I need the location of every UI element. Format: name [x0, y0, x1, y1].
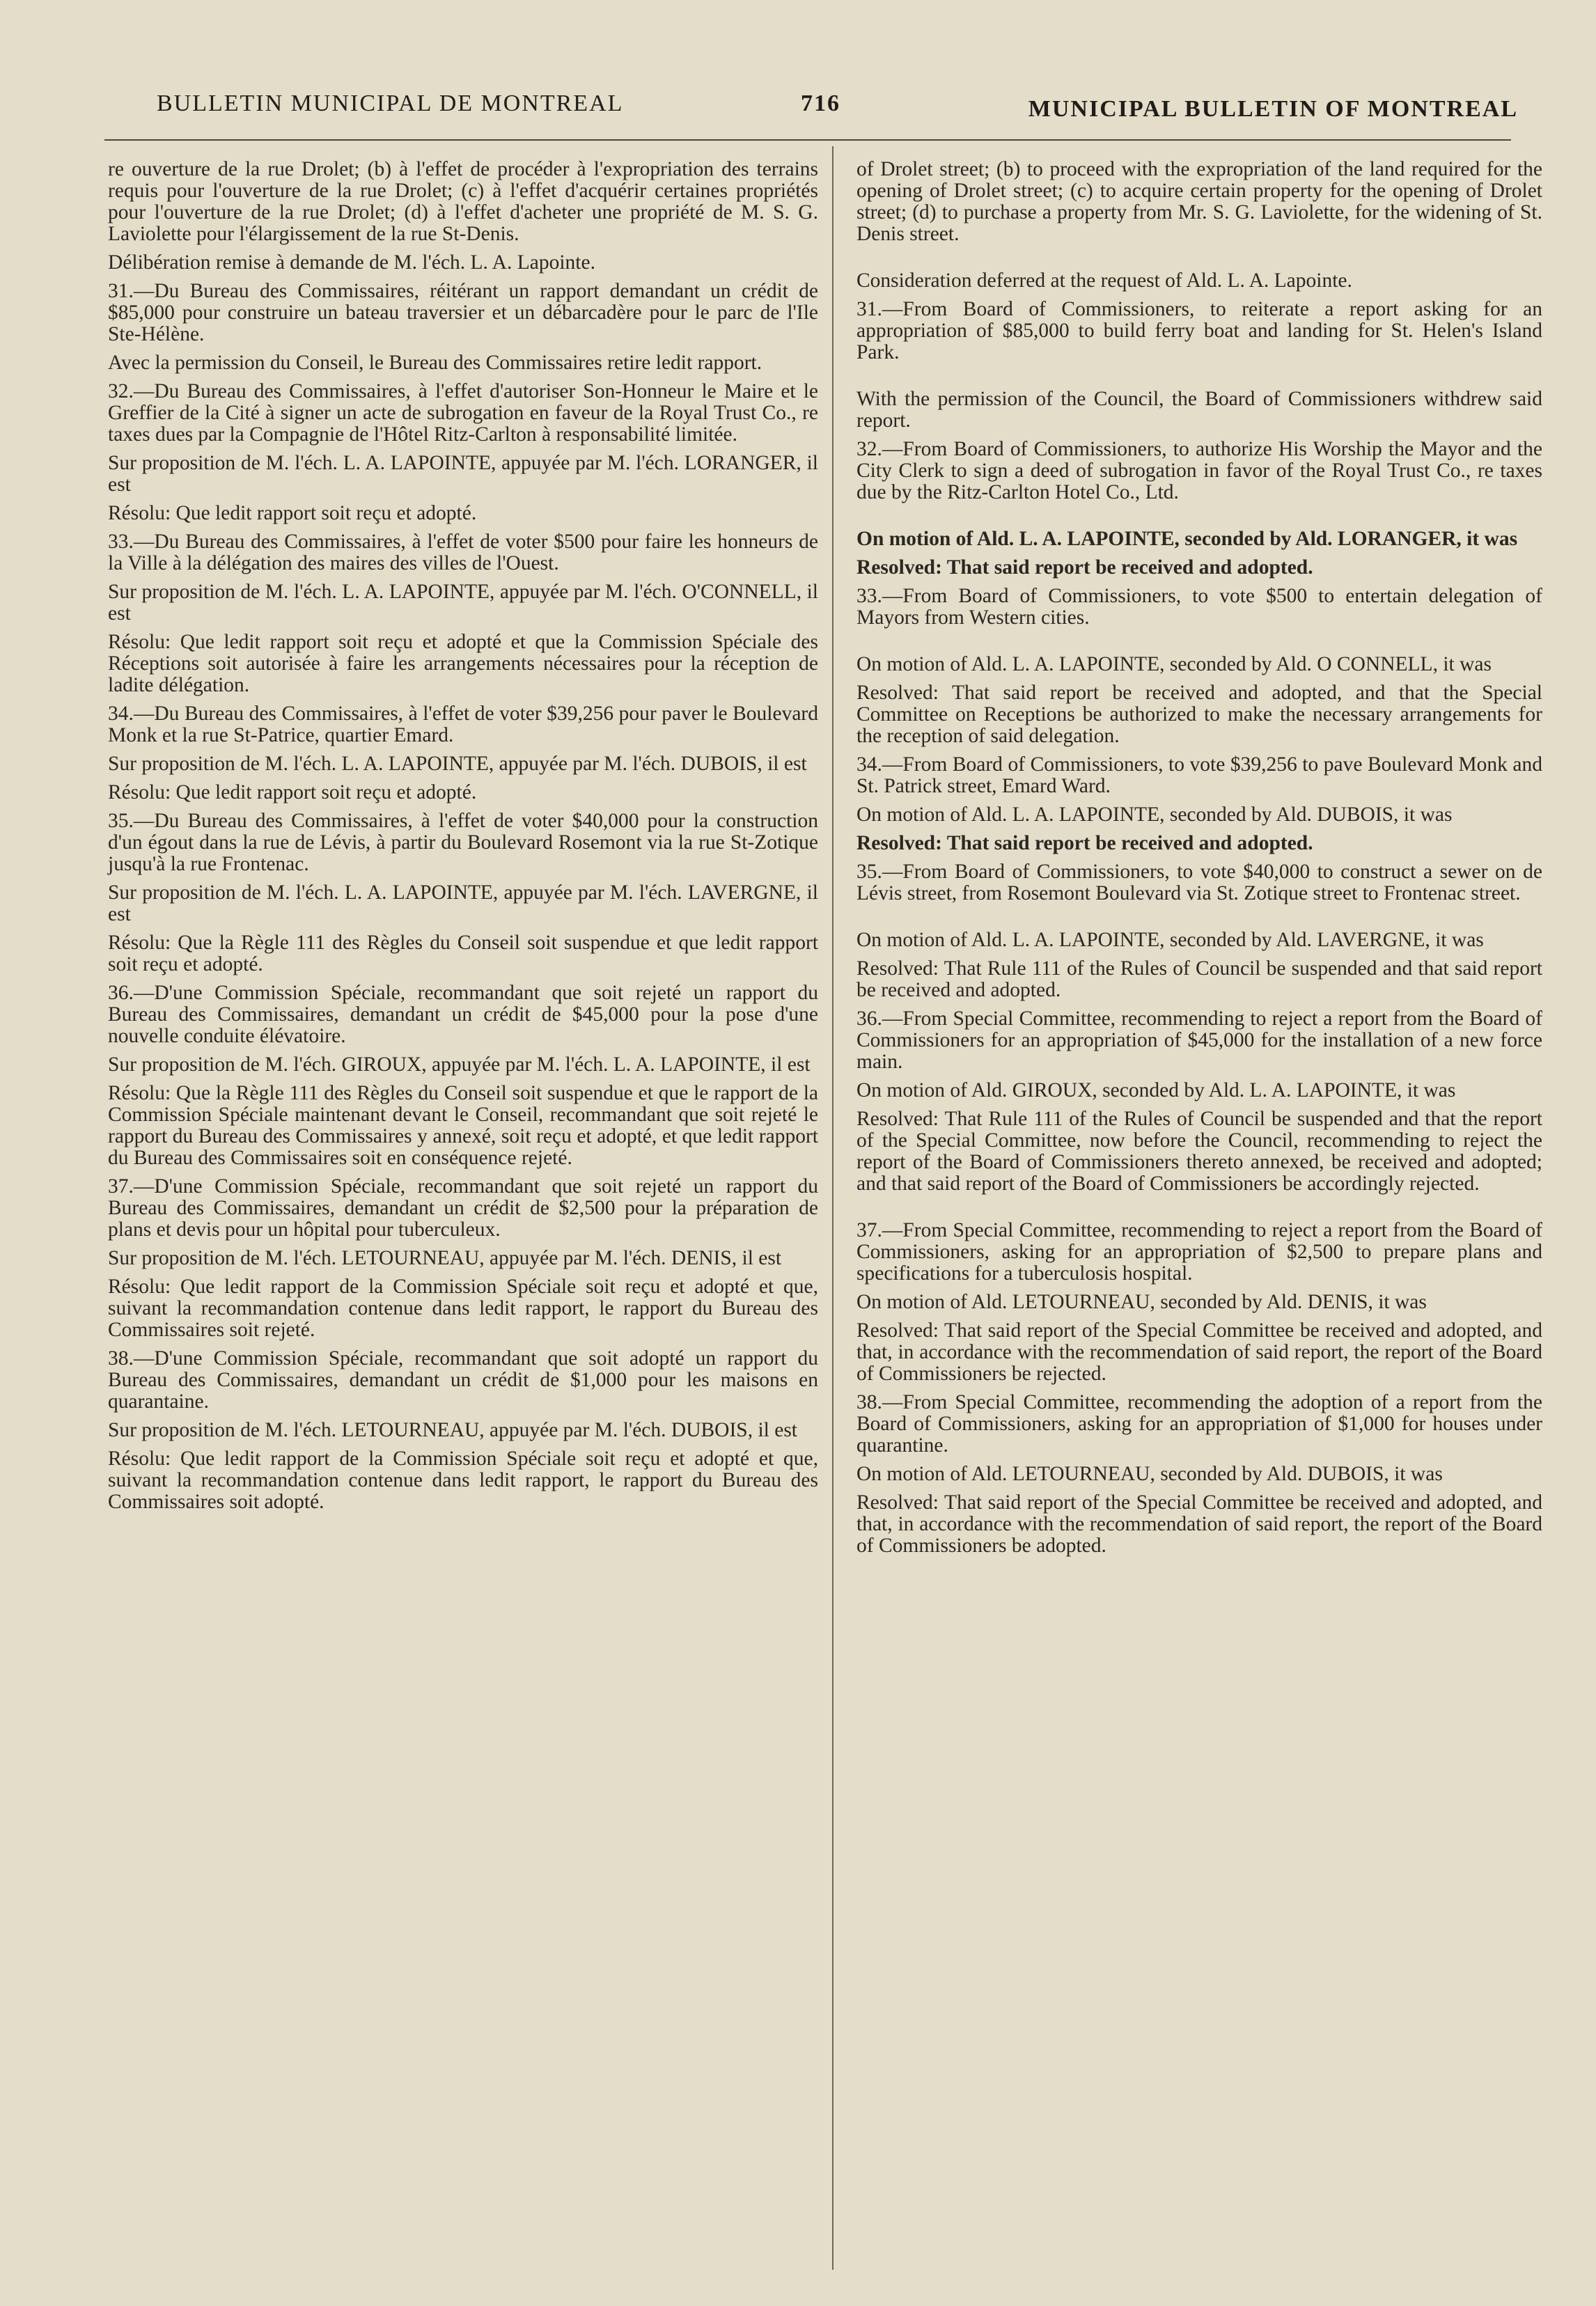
- paragraph: On motion of Ald. L. A. LAPOINTE, seconded by Ald. LAVERGNE, it was: [856, 929, 1484, 951]
- paragraph: 35.—From Board of Commissioners, to vote $40,000 to construct a sewer on de Lévis street, from Rosemont Boulevard via St. Zotique street to Frontenac street.: [856, 861, 1542, 904]
- paragraph: 38.—From Special Committee, recommending the adoption of a report from the Board of Commissioners, asking for an appropriation of $1,000 for houses under quarantine.: [856, 1391, 1542, 1457]
- paragraph: Consideration deferred at the request of Ald. L. A. Lapointe.: [856, 269, 1352, 292]
- paragraph: Resolved: That said report be received and adopted.: [856, 556, 1313, 579]
- paragraph: 33.—Du Bureau des Commissaires, à l'effet de voter $500 pour faire les honneurs de la Ville à la délégation des maires des villes de l'Ouest.: [108, 531, 818, 574]
- paragraph: On motion of Ald. GIROUX, seconded by Ald. L. A. LAPOINTE, it was: [856, 1079, 1456, 1101]
- paragraph: 31.—From Board of Commissioners, to reiterate a report asking for an appropriation of $85,000 to build ferry boat and landing for St. Helen's Island Park.: [856, 298, 1542, 363]
- paragraph: 31.—Du Bureau des Commissaires, réitérant un rapport demandant un crédit de $85,000 pour construire un bateau traversier et un débarcadère pour le parc de l'Ile Ste-Hélène.: [108, 280, 818, 345]
- paragraph: Resolved: That said report of the Special Committee be received and adopted, and that, in accordance with the recommendation of said report, the report of the Board of Commissioners be adopted.: [856, 1491, 1542, 1557]
- bulletin-page: [104, 77, 1542, 2263]
- paragraph: On motion of Ald. L. A. LAPOINTE, seconded by Ald. DUBOIS, it was: [856, 803, 1453, 826]
- page-number: 716: [801, 91, 840, 116]
- paragraph: 36.—From Special Committee, recommending to reject a report from the Board of Commissioners for an appropriation of $45,000 for the installation of a new force main.: [856, 1007, 1542, 1073]
- paragraph: 35.—Du Bureau des Commissaires, à l'effet de voter $40,000 pour la construction d'un égout dans la rue de Lévis, à partir du Boulevard Rosemont via la rue St-Zotique jusqu'à la rue Frontenac.: [108, 810, 818, 875]
- paragraph: 32.—From Board of Commissioners, to authorize His Worship the Mayor and the City Clerk to sign a deed of subrogation in favor of the Royal Trust Co., re taxes due by the Ritz-Carlton Hotel Co., Ltd.: [856, 438, 1542, 503]
- paragraph: With the permission of the Council, the Board of Commissioners withdrew said report.: [856, 388, 1542, 432]
- paragraph: of Drolet street; (b) to proceed with the expropriation of the land required for the opening of Drolet street; (c) to acquire certain property for the opening of Drolet street; (d) to purchase a property from Mr. S. G. Laviolette, for the widening of St. Denis street.: [856, 158, 1542, 245]
- paragraph: Sur proposition de M. l'éch. L. A. LAPOINTE, appuyée par M. l'éch. DUBOIS, il est: [108, 753, 807, 775]
- paragraph: On motion of Ald. LETOURNEAU, seconded by Ald. DENIS, it was: [856, 1291, 1427, 1313]
- paragraph: Resolved: That Rule 111 of the Rules of Council be suspended and that the report of the Special Committee, now before the Council, recommending to reject the report of the Board of Commissioners thereto annexed, be received and adopted; and that said report of the Board of Commissioners be accordingly rejected.: [856, 1108, 1542, 1195]
- paragraph: On motion of Ald. LETOURNEAU, seconded by Ald. DUBOIS, it was: [856, 1463, 1443, 1485]
- paragraph: 34.—From Board of Commissioners, to vote $39,256 to pave Boulevard Monk and St. Patrick street, Emard Ward.: [856, 753, 1542, 797]
- paragraph: Resolved: That Rule 111 of the Rules of Council be suspended and that said report be received and adopted.: [856, 957, 1542, 1001]
- page-header: [104, 77, 1518, 125]
- paragraph: 34.—Du Bureau des Commissaires, à l'effet de voter $39,256 pour paver le Boulevard Monk et la rue St-Patrice, quartier Emard.: [108, 703, 818, 746]
- paragraph: Résolu: Que la Règle 111 des Règles du Conseil soit suspendue et que le rapport de la Commission Spéciale maintenant devant le Conseil, recommandant que soit rejeté le rapport du Bureau des Commissaires y annexé, soit reçu et adopté, et que ledit rapport du Bureau des Commissaires soit en conséquence rejeté.: [108, 1082, 818, 1169]
- paragraph: Resolved: That said report be received and adopted, and that the Special Committee on Receptions be authorized to make the necessary arrangements for the reception of said delegation.: [856, 682, 1542, 747]
- paragraph: Sur proposition de M. l'éch. L. A. LAPOINTE, appuyée par M. l'éch. LORANGER, il est: [108, 452, 818, 496]
- paragraph: Résolu: Que ledit rapport de la Commission Spéciale soit reçu et adopté et que, suivant la recommandation contenue dans ledit rapport, le rapport du Bureau des Commissaires soit adopté.: [108, 1448, 818, 1513]
- paragraph: 32.—Du Bureau des Commissaires, à l'effet d'autoriser Son-Honneur le Maire et le Greffier de la Cité à signer un acte de subrogation en faveur de la Royal Trust Co., re taxes dues par la Compagnie de l'Hôtel Ritz-Carlton à responsabilité limitée.: [108, 380, 818, 446]
- french-column: [108, 159, 818, 1520]
- paragraph: 36.—D'une Commission Spéciale, recommandant que soit rejeté un rapport du Bureau des Commissaires, demandant un crédit de $45,000 pour la pose d'une nouvelle conduite élévatoire.: [108, 982, 818, 1047]
- paragraph: Résolu: Que la Règle 111 des Règles du Conseil soit suspendue et que ledit rapport soit reçu et adopté.: [108, 932, 818, 975]
- paragraph: Sur proposition de M. l'éch. LETOURNEAU, appuyée par M. l'éch. DENIS, il est: [108, 1247, 782, 1269]
- paragraph: On motion of Ald. L. A. LAPOINTE, seconded by Ald. LORANGER, it was: [856, 528, 1518, 550]
- header-rule: [104, 139, 1511, 141]
- paragraph: Sur proposition de M. l'éch. L. A. LAPOINTE, appuyée par M. l'éch. O'CONNELL, il est: [108, 581, 818, 625]
- paragraph: 38.—D'une Commission Spéciale, recommandant que soit adopté un rapport du Bureau des Commissaires, demandant un crédit de $1,000 pour les maisons en quarantaine.: [108, 1347, 818, 1413]
- paragraph: Résolu: Que ledit rapport soit reçu et adopté et que la Commission Spéciale des Réceptions soit autorisée à faire les arrangements nécessaires pour la réception de ladite délégation.: [108, 631, 818, 696]
- paragraph: Resolved: That said report be received and adopted.: [856, 832, 1313, 854]
- paragraph: 33.—From Board of Commissioners, to vote $500 to entertain delegation of Mayors from Western cities.: [856, 585, 1542, 629]
- header-english-title: MUNICIPAL BULLETIN OF MONTREAL: [1028, 96, 1518, 122]
- header-french-title: BULLETIN MUNICIPAL DE MONTREAL: [157, 91, 624, 116]
- column-divider: [832, 146, 834, 2270]
- paragraph: re ouverture de la rue Drolet; (b) à l'effet de procéder à l'expropriation des terrains requis pour l'ouverture de la rue Drolet; (c) à l'effet d'acquérir certaines propriétés pour l'ouverture de la rue Drolet; (d) à l'effet d'acheter une propriété de M. S. G. Laviolette pour l'élargissement de la rue St-Denis.: [108, 158, 818, 245]
- paragraph: Sur proposition de M. l'éch. GIROUX, appuyée par M. l'éch. L. A. LAPOINTE, il est: [108, 1053, 811, 1076]
- paragraph: Sur proposition de M. l'éch. L. A. LAPOINTE, appuyée par M. l'éch. LAVERGNE, il est: [108, 881, 818, 925]
- paragraph: Résolu: Que ledit rapport soit reçu et adopté.: [108, 781, 477, 803]
- paragraph: Résolu: Que ledit rapport de la Commission Spéciale soit reçu et adopté et que, suivant la recommandation contenue dans ledit rapport, le rapport du Bureau des Commissaires soit rejeté.: [108, 1276, 818, 1341]
- paragraph: Délibération remise à demande de M. l'éch. L. A. Lapointe.: [108, 251, 595, 274]
- paragraph: On motion of Ald. L. A. LAPOINTE, seconded by Ald. O CONNELL, it was: [856, 653, 1492, 675]
- paragraph: 37.—D'une Commission Spéciale, recommandant que soit rejeté un rapport du Bureau des Commissaires, demandant un crédit de $2,500 pour la préparation de plans et devis pour un hôpital pour tuberculeux.: [108, 1175, 818, 1241]
- paragraph: Résolu: Que ledit rapport soit reçu et adopté.: [108, 502, 477, 524]
- paragraph: Sur proposition de M. l'éch. LETOURNEAU, appuyée par M. l'éch. DUBOIS, il est: [108, 1419, 797, 1441]
- paragraph: 37.—From Special Committee, recommending to reject a report from the Board of Commissioners, asking for an appropriation of $2,500 to prepare plans and specifications for a tuberculosis hospital.: [856, 1219, 1542, 1285]
- paragraph: Avec la permission du Conseil, le Bureau des Commissaires retire ledit rapport.: [108, 352, 762, 374]
- paragraph: Resolved: That said report of the Special Committee be received and adopted, and that, in accordance with the recommendation of said report, the report of the Board of Commissioners be rejected.: [856, 1319, 1542, 1385]
- english-column: [856, 159, 1542, 1564]
